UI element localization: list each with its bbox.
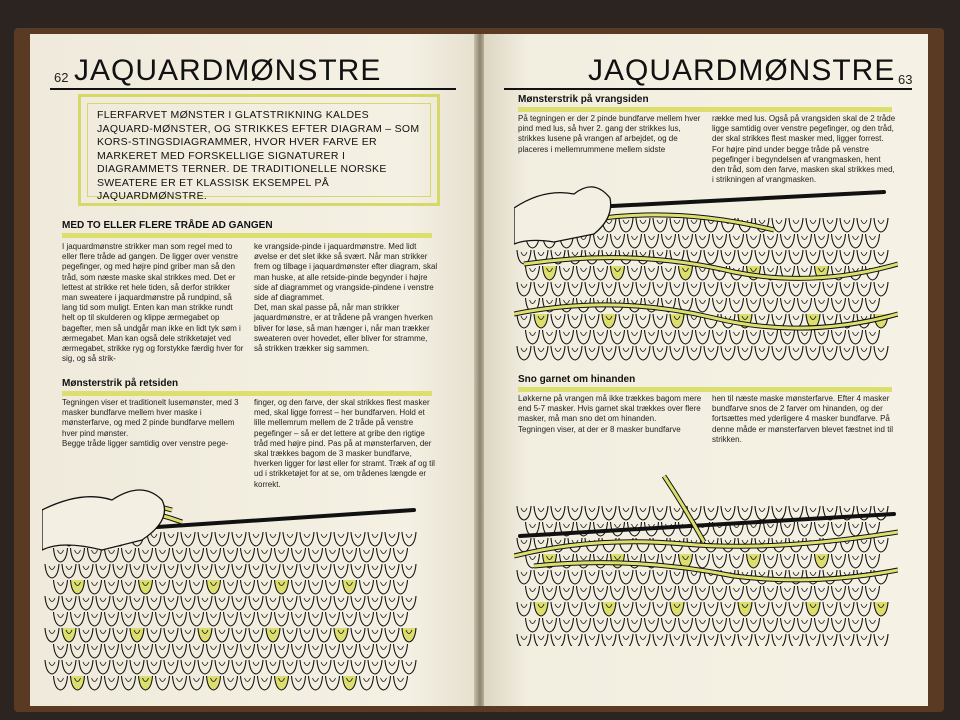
- section-underline: [62, 391, 432, 396]
- intro-text: FLERFARVET MØNSTER I GLATSTRIKNING KALDES JAQUARD-MØNSTER, OG STRIKKES EFTER DIAGRAM – SOM KORS-STINGSDIAGRAMMER, HVOR HVER FARVE ER MARKERET MED FORSKELLIGE SIGNATURER I DIAGRAMMETS TERNER. DE TRADITIONELLE NORSKE SWEATERE ER ET KLASSISK EKSEMPEL PÅ JAQUARDMØNSTRE.: [97, 109, 420, 202]
- page-number: 62: [54, 70, 69, 85]
- section-text-col2: hen til næste maske mønsterfarve. Efter 4 masker bundfarve snos de 2 farver om hinanden, og der fortsættes med yderligere 4 masker bundfarve. På denne måde er mønsterfarven blevet fæstnet ind til strikken.: [712, 394, 893, 444]
- title-rule: [504, 88, 912, 90]
- section-text-col1: Løkkerne på vrangen må ikke trækkes bagom mere end 5-7 masker. Hvis garnet skal trækkes over flere masker, må man sno det om hinanden. Tegningen viser, at der er 8 masker bundfarve: [518, 394, 702, 434]
- section-text-col1: I jaquardmønstre strikker man som regel med to eller flere tråde ad gangen. De ligger over venstre pegefinger, og med højre pind griber man så den tråd, som næste maske skal strikkes med. Det er lettest at strikke ret hele tiden, så derfor strikker man sweatere i jaquardmønstre på rundpind, så lang tid som muligt. Enten kan man strikke rundt helt op til skulderen og klippe ærmegabet op bagefter, men så undgår man ikke en lidt tyk søm i ærmegabet. Man kan også dele strikketøjet ved ærmegabet, strikke ryg og forstykke færdig hver for sig, og så strik-: [62, 242, 244, 364]
- section-text-col1: Tegningen viser et traditionelt lusemønster, med 3 masker bundfarve mellem hver maske i mønsterfarve, og med 2 pinde bundfarve mellem hver pind mønster. Begge tråde ligger samtidig over venstre pege-: [62, 398, 239, 448]
- section-heading: MED TO ELLER FLERE TRÅDE AD GANGEN: [62, 220, 273, 231]
- page-number: 63: [898, 72, 913, 87]
- knitting-illustration: [514, 466, 898, 646]
- section-heading: Sno garnet om hinanden: [518, 374, 636, 385]
- section-heading: Mønsterstrik på retsiden: [62, 378, 179, 389]
- knitting-illustration: [42, 470, 422, 698]
- intro-box: [78, 94, 440, 206]
- left-page: [30, 34, 476, 706]
- section-heading: Mønsterstrik på vrangsiden: [518, 94, 649, 105]
- page-title: [588, 54, 895, 88]
- title-text: JAQUARDMØNSTRE: [588, 54, 896, 87]
- section-underline: [518, 387, 892, 392]
- section-text-col1: På tegningen er der 2 pinde bundfarve mellem hver pind med lus, så hver 2. gang der strikkes lus, strikkes lusene på vrangen af arbejdet, og de placeres i mellemrummene mellem sidste: [518, 114, 701, 154]
- section-text-col2: ke vrangside-pinde i jaquardmønstre. Med lidt øvelse er det slet ikke så svært. Når man strikker frem og tilbage i jaquardmønster efter diagram, skal man huske, at alle retside-pinde begynder i højre side af diagrammet og vrangside-pindene i venstre side af diagrammet. Det, man skal passe på, når man strikker jaquardmønstre, er at trådene på vrangen hverken bliver for løse, så man hænger i, når man trækker sweateren over hovedet, eller bliver for stramme, så strikken trækker sig sammen.: [254, 242, 438, 354]
- section-text-col2: række med lus. Også på vrangsiden skal de 2 tråde ligge samtidig over venstre pegefinger, og den tråd, der skal strikkes flest masker med, ligger forrest. For højre pind under begge tråde på venstre pegefinger i begyndelsen af vrangmasken, hent den tråd, som den farve, masken skal strikkes med, i strikningen af vrangmasken.: [712, 114, 896, 185]
- section-text-col2: finger, og den farve, der skal strikkes flest masker med, skal ligge forrest – her bundfarven. Hold et lille mellemrum mellem de 2 tråde på venstre pegefinger – så er det lettere at gribe den rigtige tråd med højre pind. Pas på at mønsterfarven, der skal trækkes bagom de 3 masker bundfarve, hverken ligger for løst eller for stramt. Træk af og til ud i strikketøjet for at se, om trådenes længde er korrekt.: [254, 398, 435, 489]
- knitting-illustration: [514, 168, 898, 364]
- title-text: JAQUARDMØNSTRE: [74, 54, 382, 87]
- section-underline: [518, 107, 892, 112]
- page-title: [74, 54, 381, 88]
- section-underline: [62, 233, 432, 238]
- title-rule: [50, 88, 456, 90]
- right-page: [484, 34, 928, 706]
